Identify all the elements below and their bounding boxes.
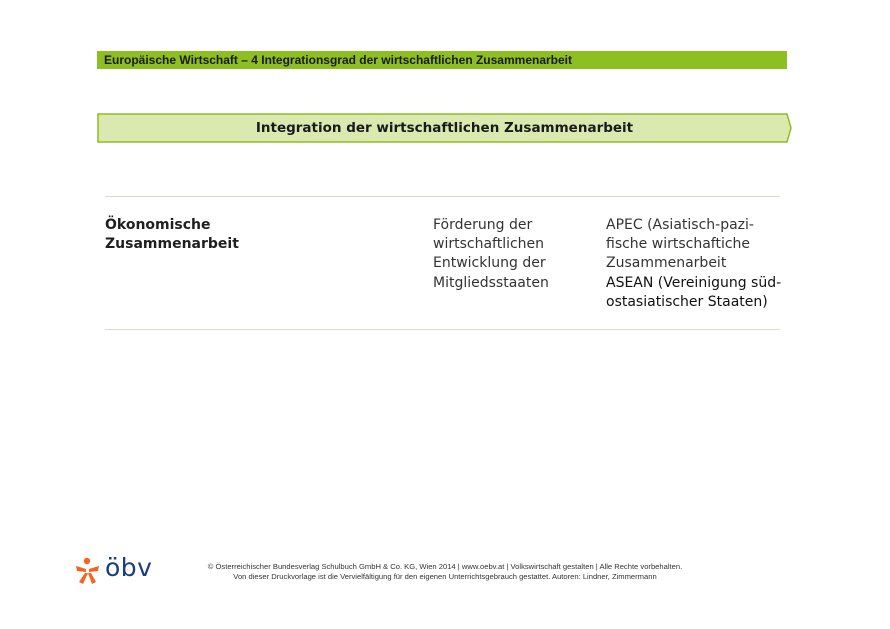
goal-line-3: Entwicklung der bbox=[433, 255, 546, 272]
goal-line-1: Förderung der bbox=[433, 217, 533, 233]
section-title-box bbox=[97, 113, 792, 143]
table-cell-category bbox=[105, 216, 305, 254]
goal-line-4: Mitgliedsstaaten bbox=[433, 274, 549, 291]
table-top-rule bbox=[105, 196, 780, 197]
example-line-2: fische wirtschaftiche bbox=[606, 236, 751, 253]
footer-line-1: © Österreichischer Bundesverlag Schulbuch GmbH & Co. KG, Wien 2014 | www.oebv.at | Volkswirtschaft gestalten | Alle Rechte vorbehalten. bbox=[207, 562, 683, 571]
category-line-2: Zusammenarbeit bbox=[105, 236, 239, 253]
example-line-5: ostasiatischer Staaten) bbox=[606, 293, 768, 310]
obv-star-icon bbox=[73, 557, 103, 587]
table-cell-goal bbox=[433, 216, 583, 293]
example-line-1: APEC (Asiatisch-pazi- bbox=[606, 217, 754, 233]
goal-line-2: wirtschaftlichen bbox=[433, 236, 545, 253]
section-title: Integration der wirtschaftlichen Zusammenarbeit bbox=[255, 120, 634, 136]
table-cell-examples bbox=[606, 216, 791, 312]
logo-wordmark: öbv bbox=[105, 553, 153, 582]
footer-copyright bbox=[180, 562, 710, 582]
table-bottom-rule bbox=[105, 329, 780, 330]
category-line-1: Ökonomische bbox=[105, 217, 211, 233]
example-line-4: ASEAN (Vereinigung süd- bbox=[606, 274, 782, 291]
footer-line-2: Von dieser Druckvorlage ist die Vervielfältigung für den eigenen Unterrichtsgebrauch gestattet. Autoren: Lindner, Zimmermann bbox=[233, 572, 657, 581]
publisher-logo bbox=[73, 553, 163, 587]
chapter-header-band: Europäische Wirtschaft – 4 Integrationsgrad der wirtschaftlichen Zusammenarbeit bbox=[97, 51, 787, 69]
example-line-3: Zusammenarbeit bbox=[606, 255, 727, 272]
